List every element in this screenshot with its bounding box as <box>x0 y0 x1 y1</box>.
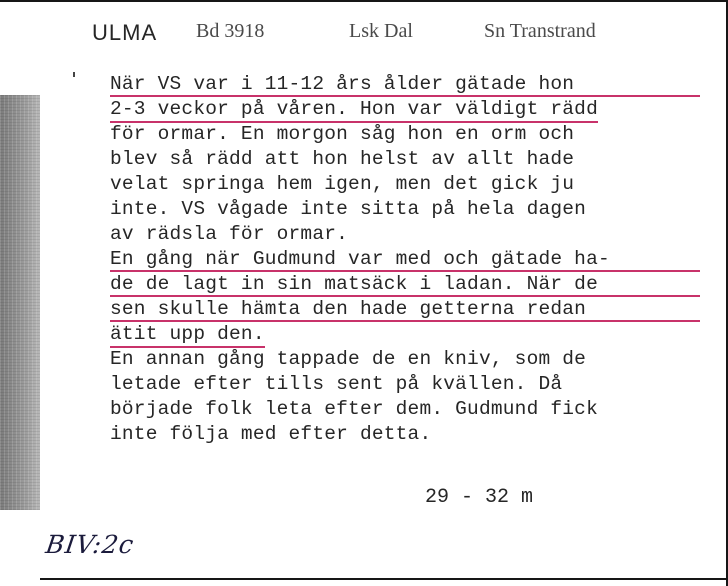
text-line: En gång när Gudmund var med och gätade ha- <box>110 247 700 272</box>
text-line: letade efter tills sent på kvällen. Då <box>110 373 563 395</box>
card-body <box>110 72 700 447</box>
bottom-border <box>40 578 728 580</box>
text-line <box>110 322 700 347</box>
text-line: velat springa hem igen, men det gick ju <box>110 173 575 195</box>
text-line: de de lagt in sin matsäck i ladan. När de <box>110 272 700 297</box>
text-line-underlined: 2-3 veckor på våren. Hon var väldigt rädd <box>110 98 598 123</box>
volume-number: Bd 3918 <box>196 20 265 42</box>
card-header <box>92 14 692 48</box>
top-border <box>0 0 728 2</box>
text-line: inte följa med efter detta. <box>110 423 432 445</box>
text-line: När VS var i 11-12 års ålder gätade hon <box>110 72 700 97</box>
text-line: inte. VS vågade inte sitta på hela dagen <box>110 198 587 220</box>
text-line-underlined: ätit upp den. <box>110 323 265 348</box>
archive-code: ULMA <box>92 20 158 45</box>
text-line: av rädsla för ormar. <box>110 223 349 245</box>
text-line: blev så rädd att hon helst av allt hade <box>110 148 575 170</box>
text-line: En annan gång tappade de en kniv, som de <box>110 348 587 370</box>
text-line <box>110 97 700 122</box>
page-reference: 29 - 32 m <box>425 486 534 509</box>
text-line: för ormar. En morgon såg hon en orm och <box>110 123 575 145</box>
text-line: sen skulle hämta den hade getterna redan <box>110 297 700 322</box>
text-line: började folk leta efter dem. Gudmund fick <box>110 398 598 420</box>
landskap-field: Lsk Dal <box>349 20 413 42</box>
margin-mark <box>73 72 75 77</box>
socken-field: Sn Transtrand <box>484 20 596 42</box>
scan-edge-strip <box>0 95 40 510</box>
handwritten-classification: BIV:2c <box>43 530 137 559</box>
